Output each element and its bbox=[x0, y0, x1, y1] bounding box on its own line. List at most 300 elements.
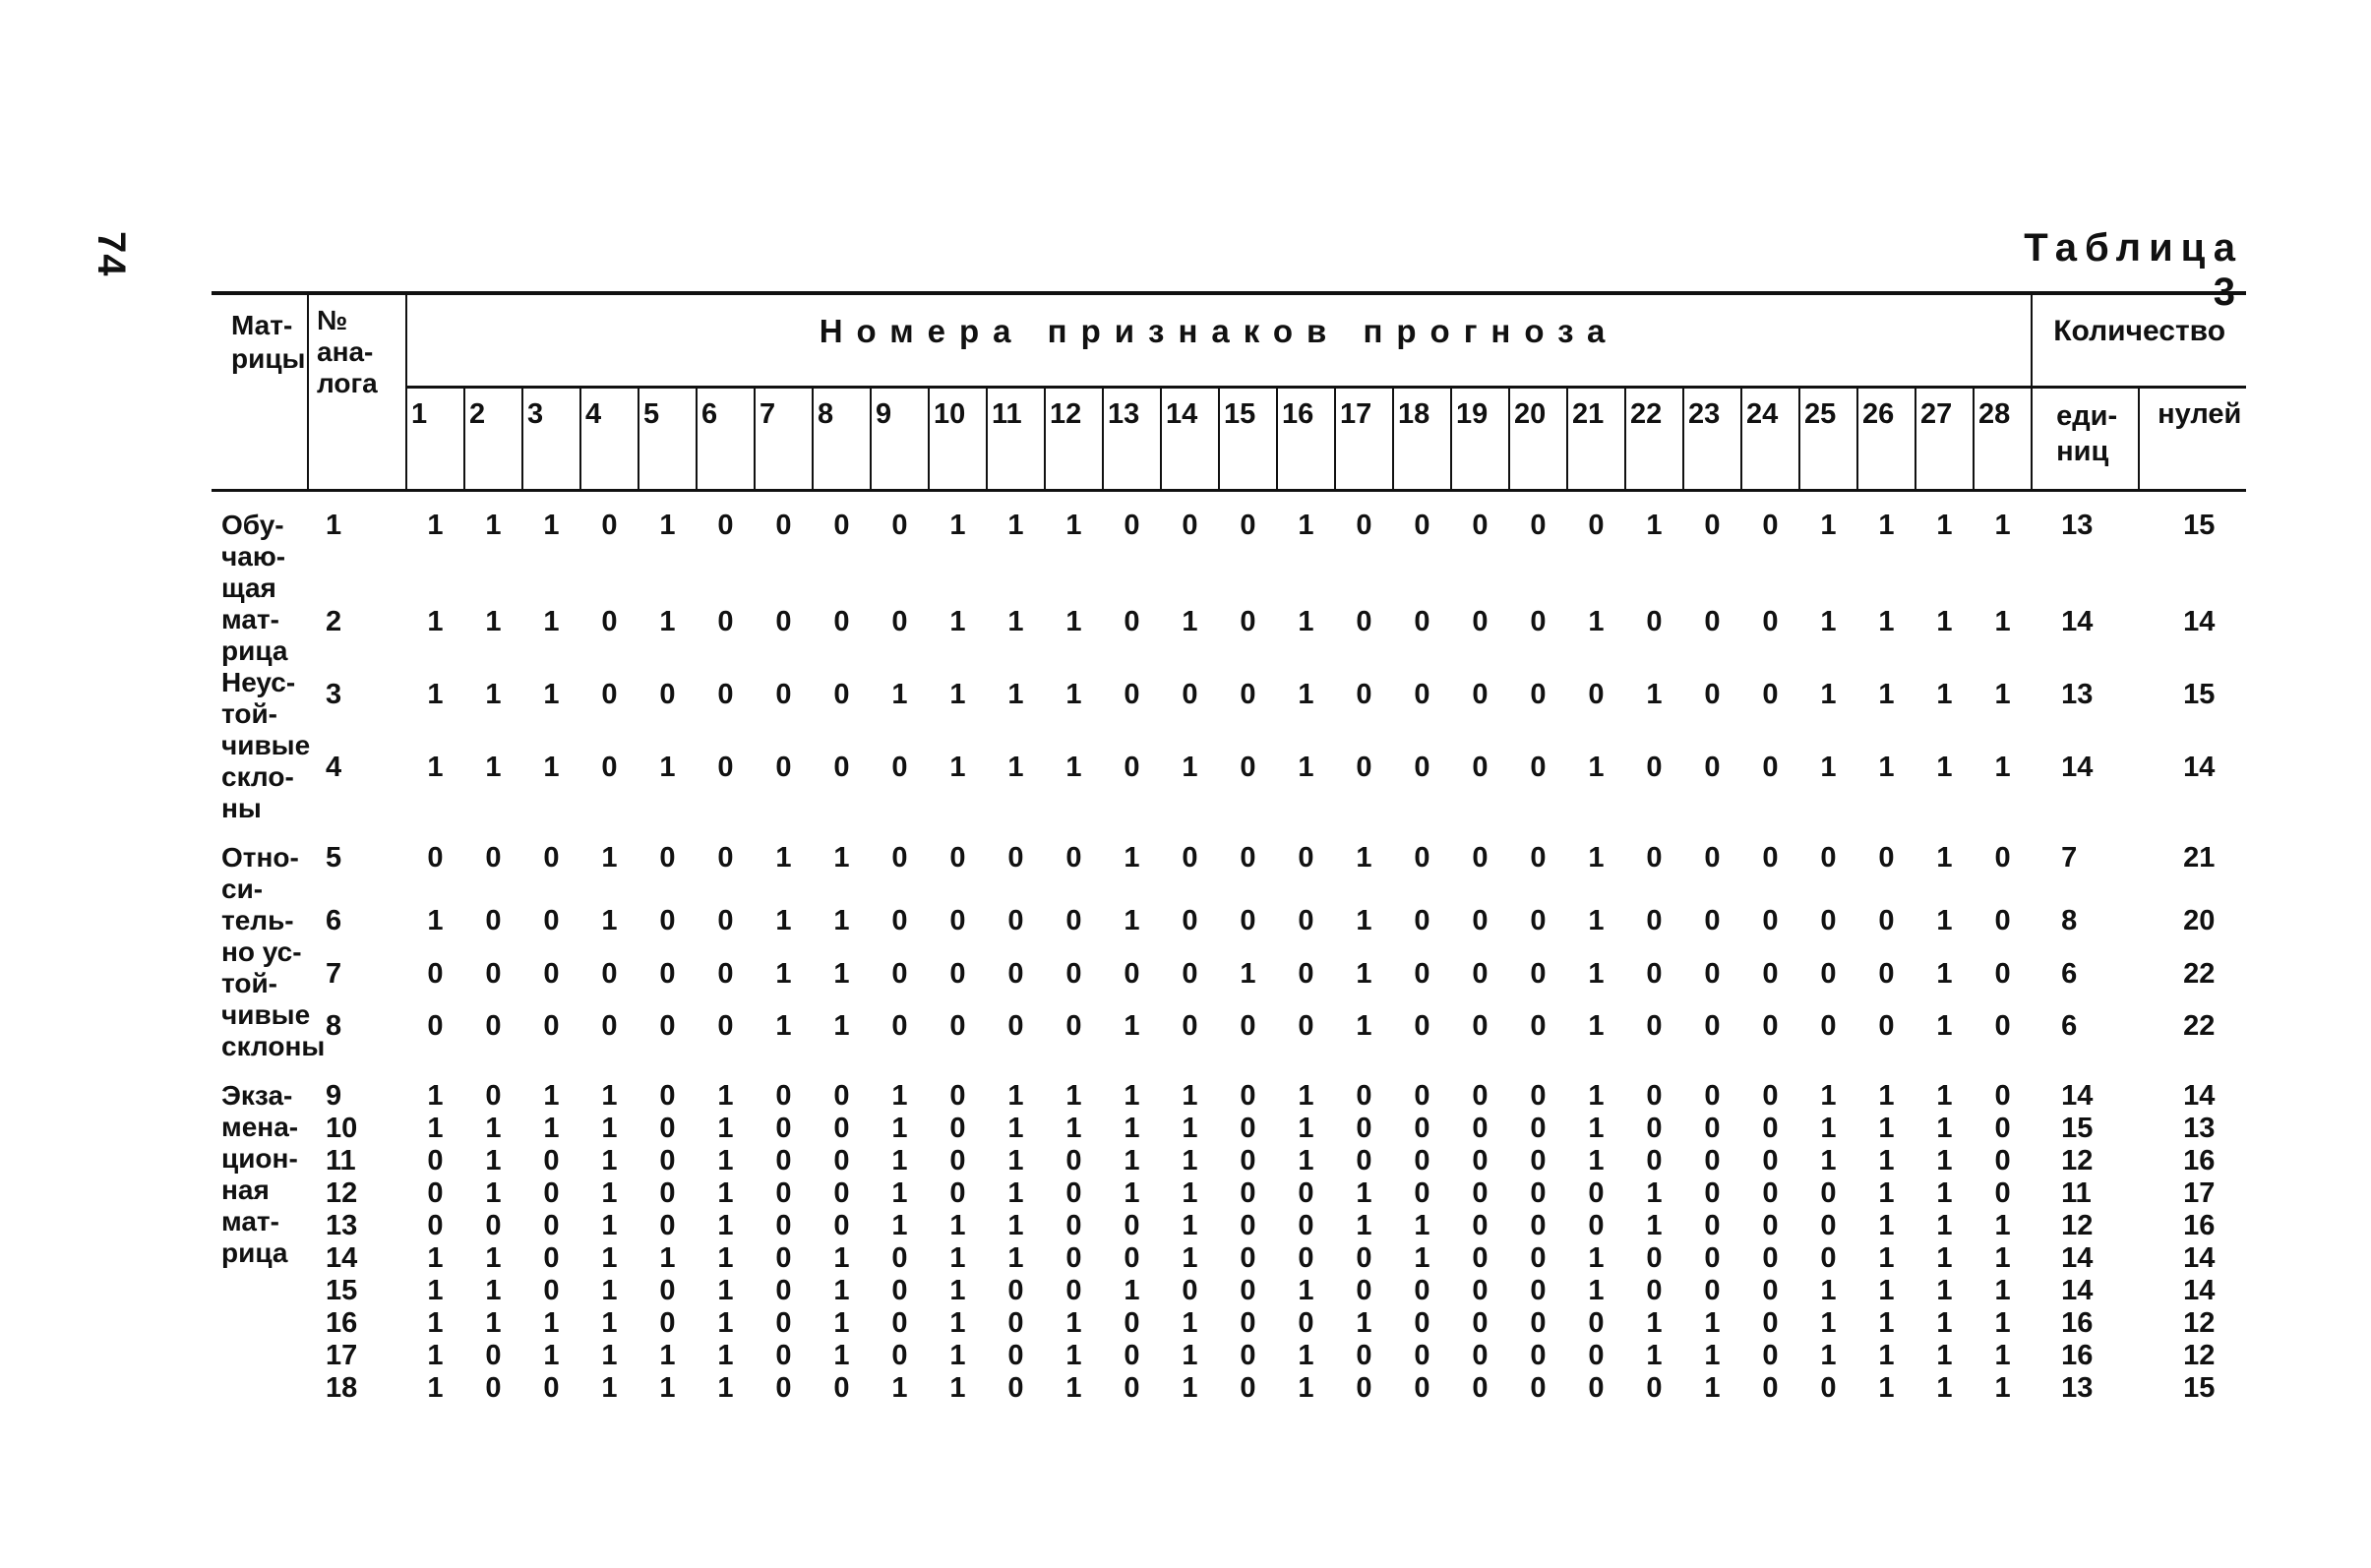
feature-value: 1 bbox=[717, 1275, 734, 1306]
feature-number-header: 20 bbox=[1509, 388, 1567, 491]
header-units: еди- ниц bbox=[2032, 388, 2139, 491]
zeros-count: 16 bbox=[2183, 1145, 2216, 1176]
feature-value: 0 bbox=[1007, 957, 1024, 990]
feature-value: 0 bbox=[1646, 905, 1663, 937]
feature-value: 0 bbox=[1588, 1177, 1605, 1209]
feature-value: 1 bbox=[1936, 957, 1953, 990]
feature-value: 1 bbox=[775, 842, 792, 874]
feature-value: 0 bbox=[1124, 679, 1140, 711]
feature-value: 1 bbox=[1124, 1113, 1140, 1144]
feature-value: 0 bbox=[1298, 957, 1314, 990]
feature-value: 0 bbox=[1646, 842, 1663, 874]
feature-value: 0 bbox=[543, 1242, 560, 1274]
units-count: 12 bbox=[2061, 1145, 2094, 1176]
feature-value: 0 bbox=[1704, 957, 1721, 990]
feature-value: 0 bbox=[1994, 905, 2011, 937]
feature-number-header: 3 bbox=[522, 388, 580, 491]
feature-value: 1 bbox=[1588, 957, 1605, 990]
feature-value: 1 bbox=[891, 1113, 908, 1144]
zeros-count: 21 bbox=[2183, 842, 2216, 874]
feature-value: 0 bbox=[543, 905, 560, 937]
feature-value: 1 bbox=[1646, 1340, 1663, 1371]
feature-value: 0 bbox=[1065, 1177, 1082, 1209]
units-count: 14 bbox=[2061, 1242, 2094, 1274]
feature-value: 0 bbox=[1182, 679, 1198, 711]
feature-value: 0 bbox=[1298, 1009, 1314, 1042]
feature-value: 0 bbox=[1704, 842, 1721, 874]
feature-value: 0 bbox=[949, 905, 966, 937]
feature-value: 1 bbox=[1936, 905, 1953, 937]
feature-value: 1 bbox=[1936, 1145, 1953, 1176]
feature-number-header: 5 bbox=[638, 388, 697, 491]
feature-value: 0 bbox=[1182, 842, 1198, 874]
feature-value: 0 bbox=[1820, 1009, 1837, 1042]
feature-value: 1 bbox=[891, 1080, 908, 1112]
feature-value: 0 bbox=[1762, 1372, 1779, 1404]
feature-value: 0 bbox=[1878, 905, 1895, 937]
feature-value: 1 bbox=[1936, 679, 1953, 711]
feature-value: 0 bbox=[1646, 1080, 1663, 1112]
feature-value: 1 bbox=[1588, 1009, 1605, 1042]
feature-number-header: 12 bbox=[1045, 388, 1103, 491]
feature-value: 0 bbox=[1182, 957, 1198, 990]
feature-value: 0 bbox=[1124, 1242, 1140, 1274]
feature-value: 1 bbox=[1936, 842, 1953, 874]
feature-value: 1 bbox=[1007, 510, 1024, 541]
feature-value: 0 bbox=[833, 1210, 850, 1241]
feature-value: 1 bbox=[1124, 1145, 1140, 1176]
table-row bbox=[212, 1242, 2246, 1275]
feature-value: 0 bbox=[1182, 1275, 1198, 1306]
feature-value: 0 bbox=[1472, 752, 1489, 784]
analog-number: 8 bbox=[326, 1009, 342, 1042]
feature-value: 1 bbox=[1182, 1113, 1198, 1144]
table-row bbox=[212, 1145, 2246, 1177]
feature-value: 0 bbox=[1240, 1372, 1256, 1404]
feature-value: 0 bbox=[1762, 1009, 1779, 1042]
feature-value: 0 bbox=[1472, 1177, 1489, 1209]
feature-value: 0 bbox=[1356, 679, 1372, 711]
feature-value: 1 bbox=[1065, 1340, 1082, 1371]
feature-value: 0 bbox=[891, 1307, 908, 1339]
analog-number: 4 bbox=[326, 752, 342, 784]
feature-value: 0 bbox=[485, 957, 502, 990]
feature-value: 0 bbox=[775, 606, 792, 638]
feature-number-header: 13 bbox=[1103, 388, 1161, 491]
feature-value: 1 bbox=[1994, 606, 2011, 638]
units-count: 6 bbox=[2061, 957, 2078, 990]
table-row bbox=[212, 491, 2246, 607]
units-count: 15 bbox=[2061, 1113, 2094, 1144]
feature-number-header: 25 bbox=[1799, 388, 1857, 491]
table-row bbox=[212, 958, 2246, 1010]
feature-value: 0 bbox=[485, 1372, 502, 1404]
feature-number-header: 9 bbox=[871, 388, 929, 491]
feature-value: 1 bbox=[1182, 1340, 1198, 1371]
analog-number: 5 bbox=[326, 842, 342, 874]
table-row bbox=[212, 905, 2246, 957]
feature-value: 0 bbox=[1356, 1080, 1372, 1112]
feature-value: 1 bbox=[717, 1307, 734, 1339]
feature-value: 0 bbox=[891, 1275, 908, 1306]
feature-value: 0 bbox=[601, 679, 618, 711]
feature-value: 0 bbox=[1356, 1242, 1372, 1274]
feature-value: 0 bbox=[1472, 1372, 1489, 1404]
feature-value: 0 bbox=[1820, 905, 1837, 937]
feature-value: 0 bbox=[775, 1210, 792, 1241]
feature-value: 1 bbox=[1298, 1372, 1314, 1404]
feature-value: 1 bbox=[1298, 606, 1314, 638]
feature-value: 1 bbox=[543, 1080, 560, 1112]
feature-value: 1 bbox=[1878, 606, 1895, 638]
feature-value: 0 bbox=[1240, 905, 1256, 937]
feature-value: 0 bbox=[1704, 1145, 1721, 1176]
feature-value: 1 bbox=[833, 1009, 850, 1042]
zeros-count: 22 bbox=[2183, 957, 2216, 990]
feature-value: 0 bbox=[1472, 1307, 1489, 1339]
feature-value: 0 bbox=[1530, 1275, 1547, 1306]
feature-value: 0 bbox=[1472, 1242, 1489, 1274]
feature-value: 0 bbox=[485, 842, 502, 874]
feature-value: 0 bbox=[1530, 1080, 1547, 1112]
feature-value: 0 bbox=[1065, 957, 1082, 990]
feature-value: 0 bbox=[1762, 1307, 1779, 1339]
feature-value: 1 bbox=[485, 1275, 502, 1306]
header-matrices: Мат- рицы bbox=[212, 293, 308, 491]
units-count: 14 bbox=[2061, 752, 2094, 784]
feature-value: 0 bbox=[1298, 905, 1314, 937]
feature-value: 0 bbox=[775, 679, 792, 711]
feature-value: 1 bbox=[891, 1372, 908, 1404]
feature-value: 1 bbox=[1065, 679, 1082, 711]
feature-value: 1 bbox=[485, 1242, 502, 1274]
feature-value: 0 bbox=[1356, 1340, 1372, 1371]
table-row bbox=[212, 1113, 2246, 1145]
zeros-count: 16 bbox=[2183, 1210, 2216, 1241]
feature-value: 1 bbox=[1936, 1372, 1953, 1404]
feature-value: 0 bbox=[833, 606, 850, 638]
zeros-count: 14 bbox=[2183, 606, 2216, 638]
feature-value: 0 bbox=[659, 1177, 676, 1209]
feature-value: 0 bbox=[485, 1210, 502, 1241]
feature-value: 0 bbox=[659, 1113, 676, 1144]
header-feature-numbers: Номера признаков прогноза bbox=[406, 293, 2032, 388]
feature-value: 0 bbox=[1820, 957, 1837, 990]
units-count: 12 bbox=[2061, 1210, 2094, 1241]
feature-value: 1 bbox=[1356, 1210, 1372, 1241]
feature-value: 1 bbox=[1356, 905, 1372, 937]
feature-value: 0 bbox=[1414, 752, 1430, 784]
feature-value: 1 bbox=[949, 1242, 966, 1274]
matrix-group-name: Обу- чаю- щая мат- рица Неус- той- чивые скло- ны bbox=[221, 510, 311, 823]
feature-number-header: 24 bbox=[1741, 388, 1799, 491]
feature-value: 0 bbox=[1007, 1275, 1024, 1306]
feature-value: 1 bbox=[949, 510, 966, 541]
feature-value: 0 bbox=[1878, 842, 1895, 874]
feature-value: 1 bbox=[1936, 1009, 1953, 1042]
feature-number-header: 4 bbox=[580, 388, 638, 491]
feature-value: 1 bbox=[485, 752, 502, 784]
feature-value: 1 bbox=[427, 752, 444, 784]
feature-value: 1 bbox=[1588, 1080, 1605, 1112]
feature-value: 1 bbox=[1298, 752, 1314, 784]
analog-number: 16 bbox=[326, 1307, 358, 1339]
feature-value: 0 bbox=[1704, 1210, 1721, 1241]
feature-value: 0 bbox=[891, 905, 908, 937]
feature-value: 0 bbox=[659, 842, 676, 874]
feature-value: 0 bbox=[949, 957, 966, 990]
feature-value: 0 bbox=[775, 1177, 792, 1209]
feature-value: 0 bbox=[1646, 1009, 1663, 1042]
feature-value: 1 bbox=[427, 606, 444, 638]
feature-value: 0 bbox=[1356, 752, 1372, 784]
table-row bbox=[212, 1307, 2246, 1340]
zeros-count: 17 bbox=[2183, 1177, 2216, 1209]
feature-value: 0 bbox=[1646, 1242, 1663, 1274]
feature-value: 0 bbox=[1530, 1145, 1547, 1176]
feature-number-header: 17 bbox=[1335, 388, 1393, 491]
feature-value: 0 bbox=[1414, 679, 1430, 711]
zeros-count: 12 bbox=[2183, 1340, 2216, 1371]
feature-value: 0 bbox=[543, 1372, 560, 1404]
feature-value: 0 bbox=[1762, 606, 1779, 638]
feature-value: 1 bbox=[1065, 1113, 1082, 1144]
feature-value: 0 bbox=[1414, 1145, 1430, 1176]
feature-value: 0 bbox=[543, 1177, 560, 1209]
feature-value: 0 bbox=[1240, 1080, 1256, 1112]
page-number: 74 bbox=[90, 231, 133, 277]
feature-value: 0 bbox=[949, 1080, 966, 1112]
feature-value: 1 bbox=[659, 1242, 676, 1274]
feature-value: 1 bbox=[427, 1340, 444, 1371]
feature-value: 1 bbox=[1356, 1009, 1372, 1042]
feature-value: 1 bbox=[1124, 1177, 1140, 1209]
feature-value: 0 bbox=[1065, 905, 1082, 937]
feature-value: 1 bbox=[1298, 1080, 1314, 1112]
analog-number: 3 bbox=[326, 679, 342, 711]
zeros-count: 14 bbox=[2183, 1242, 2216, 1274]
feature-value: 0 bbox=[949, 1113, 966, 1144]
feature-value: 0 bbox=[1588, 1340, 1605, 1371]
feature-value: 1 bbox=[1124, 905, 1140, 937]
feature-value: 1 bbox=[775, 1009, 792, 1042]
feature-value: 0 bbox=[1298, 1177, 1314, 1209]
table-row bbox=[212, 752, 2246, 824]
feature-value: 0 bbox=[1704, 1177, 1721, 1209]
feature-value: 1 bbox=[1646, 1210, 1663, 1241]
units-count: 16 bbox=[2061, 1340, 2094, 1371]
feature-number-header: 14 bbox=[1161, 388, 1219, 491]
feature-value: 0 bbox=[1704, 679, 1721, 711]
feature-value: 1 bbox=[659, 1372, 676, 1404]
feature-number-header: 7 bbox=[755, 388, 813, 491]
feature-value: 1 bbox=[1936, 1307, 1953, 1339]
feature-value: 1 bbox=[485, 679, 502, 711]
feature-value: 0 bbox=[833, 1145, 850, 1176]
feature-value: 1 bbox=[891, 679, 908, 711]
feature-value: 1 bbox=[1240, 957, 1256, 990]
feature-value: 1 bbox=[1007, 1080, 1024, 1112]
feature-value: 1 bbox=[601, 1177, 618, 1209]
feature-value: 1 bbox=[1182, 1145, 1198, 1176]
feature-value: 1 bbox=[1878, 510, 1895, 541]
feature-value: 0 bbox=[1762, 510, 1779, 541]
feature-value: 1 bbox=[1065, 752, 1082, 784]
feature-value: 0 bbox=[1704, 510, 1721, 541]
feature-value: 0 bbox=[1240, 1009, 1256, 1042]
feature-value: 1 bbox=[833, 1242, 850, 1274]
feature-value: 0 bbox=[1588, 1210, 1605, 1241]
feature-value: 0 bbox=[1820, 842, 1837, 874]
feature-value: 1 bbox=[1124, 1275, 1140, 1306]
feature-value: 0 bbox=[1007, 1009, 1024, 1042]
feature-value: 0 bbox=[717, 679, 734, 711]
feature-value: 1 bbox=[543, 606, 560, 638]
feature-value: 1 bbox=[601, 1080, 618, 1112]
feature-value: 0 bbox=[1530, 1210, 1547, 1241]
feature-value: 1 bbox=[1298, 510, 1314, 541]
feature-value: 1 bbox=[1007, 1210, 1024, 1241]
feature-value: 0 bbox=[717, 842, 734, 874]
feature-value: 0 bbox=[1065, 842, 1082, 874]
feature-value: 1 bbox=[1994, 679, 2011, 711]
feature-value: 0 bbox=[1878, 957, 1895, 990]
feature-value: 0 bbox=[1182, 510, 1198, 541]
feature-value: 0 bbox=[1356, 510, 1372, 541]
feature-value: 1 bbox=[833, 957, 850, 990]
feature-value: 0 bbox=[1530, 1307, 1547, 1339]
feature-value: 1 bbox=[1994, 1372, 2011, 1404]
feature-value: 0 bbox=[717, 606, 734, 638]
feature-value: 1 bbox=[1124, 842, 1140, 874]
feature-value: 0 bbox=[1762, 1242, 1779, 1274]
feature-value: 0 bbox=[1994, 1177, 2011, 1209]
feature-value: 0 bbox=[1762, 1080, 1779, 1112]
feature-value: 0 bbox=[1414, 1275, 1430, 1306]
feature-value: 1 bbox=[1878, 752, 1895, 784]
feature-value: 0 bbox=[1298, 1242, 1314, 1274]
feature-value: 1 bbox=[1936, 606, 1953, 638]
feature-value: 1 bbox=[659, 606, 676, 638]
feature-value: 0 bbox=[833, 1080, 850, 1112]
feature-value: 0 bbox=[543, 842, 560, 874]
feature-value: 0 bbox=[1994, 842, 2011, 874]
feature-value: 0 bbox=[1704, 606, 1721, 638]
feature-value: 0 bbox=[1762, 1145, 1779, 1176]
feature-value: 0 bbox=[1762, 905, 1779, 937]
feature-value: 0 bbox=[1530, 1009, 1547, 1042]
feature-value: 0 bbox=[1240, 1177, 1256, 1209]
feature-value: 1 bbox=[1994, 1275, 2011, 1306]
feature-value: 0 bbox=[1994, 1009, 2011, 1042]
feature-value: 1 bbox=[1182, 1372, 1198, 1404]
feature-value: 0 bbox=[775, 752, 792, 784]
feature-value: 0 bbox=[601, 957, 618, 990]
feature-value: 1 bbox=[1007, 1113, 1024, 1144]
feature-value: 1 bbox=[717, 1372, 734, 1404]
feature-value: 0 bbox=[1530, 1242, 1547, 1274]
feature-value: 1 bbox=[1356, 842, 1372, 874]
feature-value: 1 bbox=[659, 1340, 676, 1371]
feature-number-header: 27 bbox=[1915, 388, 1974, 491]
feature-value: 0 bbox=[1065, 1009, 1082, 1042]
feature-value: 1 bbox=[1936, 752, 1953, 784]
feature-value: 0 bbox=[601, 1009, 618, 1042]
feature-value: 0 bbox=[1414, 1009, 1430, 1042]
feature-value: 0 bbox=[1472, 957, 1489, 990]
feature-value: 0 bbox=[1414, 606, 1430, 638]
feature-value: 1 bbox=[1182, 1177, 1198, 1209]
feature-value: 0 bbox=[833, 752, 850, 784]
feature-value: 0 bbox=[1472, 1080, 1489, 1112]
feature-value: 1 bbox=[949, 1210, 966, 1241]
table-title: Таблица 3 bbox=[2024, 226, 2243, 314]
feature-value: 1 bbox=[833, 1275, 850, 1306]
feature-value: 1 bbox=[427, 1275, 444, 1306]
feature-value: 0 bbox=[1704, 1242, 1721, 1274]
feature-value: 0 bbox=[1472, 510, 1489, 541]
feature-value: 0 bbox=[1646, 1275, 1663, 1306]
feature-value: 0 bbox=[1472, 842, 1489, 874]
feature-value: 1 bbox=[1298, 1113, 1314, 1144]
feature-value: 1 bbox=[485, 1307, 502, 1339]
feature-value: 0 bbox=[1994, 1113, 2011, 1144]
feature-value: 0 bbox=[1240, 1210, 1256, 1241]
feature-value: 0 bbox=[1124, 510, 1140, 541]
feature-value: 1 bbox=[1356, 1177, 1372, 1209]
feature-value: 1 bbox=[891, 1145, 908, 1176]
feature-value: 1 bbox=[833, 1340, 850, 1371]
feature-value: 0 bbox=[1414, 1372, 1430, 1404]
feature-value: 0 bbox=[1646, 957, 1663, 990]
feature-value: 0 bbox=[1588, 679, 1605, 711]
feature-value: 0 bbox=[1414, 1080, 1430, 1112]
feature-number-header: 23 bbox=[1683, 388, 1741, 491]
feature-value: 1 bbox=[427, 1307, 444, 1339]
feature-value: 0 bbox=[833, 1113, 850, 1144]
feature-value: 0 bbox=[1530, 842, 1547, 874]
feature-value: 0 bbox=[659, 1009, 676, 1042]
feature-value: 0 bbox=[1124, 1340, 1140, 1371]
feature-value: 0 bbox=[1994, 1145, 2011, 1176]
feature-value: 0 bbox=[1762, 752, 1779, 784]
feature-value: 1 bbox=[1646, 1307, 1663, 1339]
feature-value: 0 bbox=[1588, 1372, 1605, 1404]
units-count: 13 bbox=[2061, 679, 2094, 711]
feature-value: 0 bbox=[427, 1177, 444, 1209]
feature-value: 0 bbox=[543, 1210, 560, 1241]
feature-value: 1 bbox=[1820, 1113, 1837, 1144]
table-row bbox=[212, 1010, 2246, 1062]
feature-value: 1 bbox=[1007, 679, 1024, 711]
table-row bbox=[212, 1340, 2246, 1372]
feature-value: 0 bbox=[1472, 905, 1489, 937]
analog-number: 9 bbox=[326, 1080, 342, 1112]
zeros-count: 13 bbox=[2183, 1113, 2216, 1144]
feature-value: 0 bbox=[659, 1080, 676, 1112]
analog-number: 18 bbox=[326, 1372, 358, 1404]
feature-value: 0 bbox=[1530, 957, 1547, 990]
feature-number-header: 19 bbox=[1451, 388, 1509, 491]
feature-value: 1 bbox=[775, 905, 792, 937]
feature-value: 1 bbox=[949, 1307, 966, 1339]
units-count: 13 bbox=[2061, 510, 2094, 541]
feature-value: 0 bbox=[485, 1340, 502, 1371]
feature-value: 0 bbox=[891, 510, 908, 541]
zeros-count: 22 bbox=[2183, 1009, 2216, 1042]
feature-value: 1 bbox=[427, 1242, 444, 1274]
feature-value: 0 bbox=[1240, 1242, 1256, 1274]
